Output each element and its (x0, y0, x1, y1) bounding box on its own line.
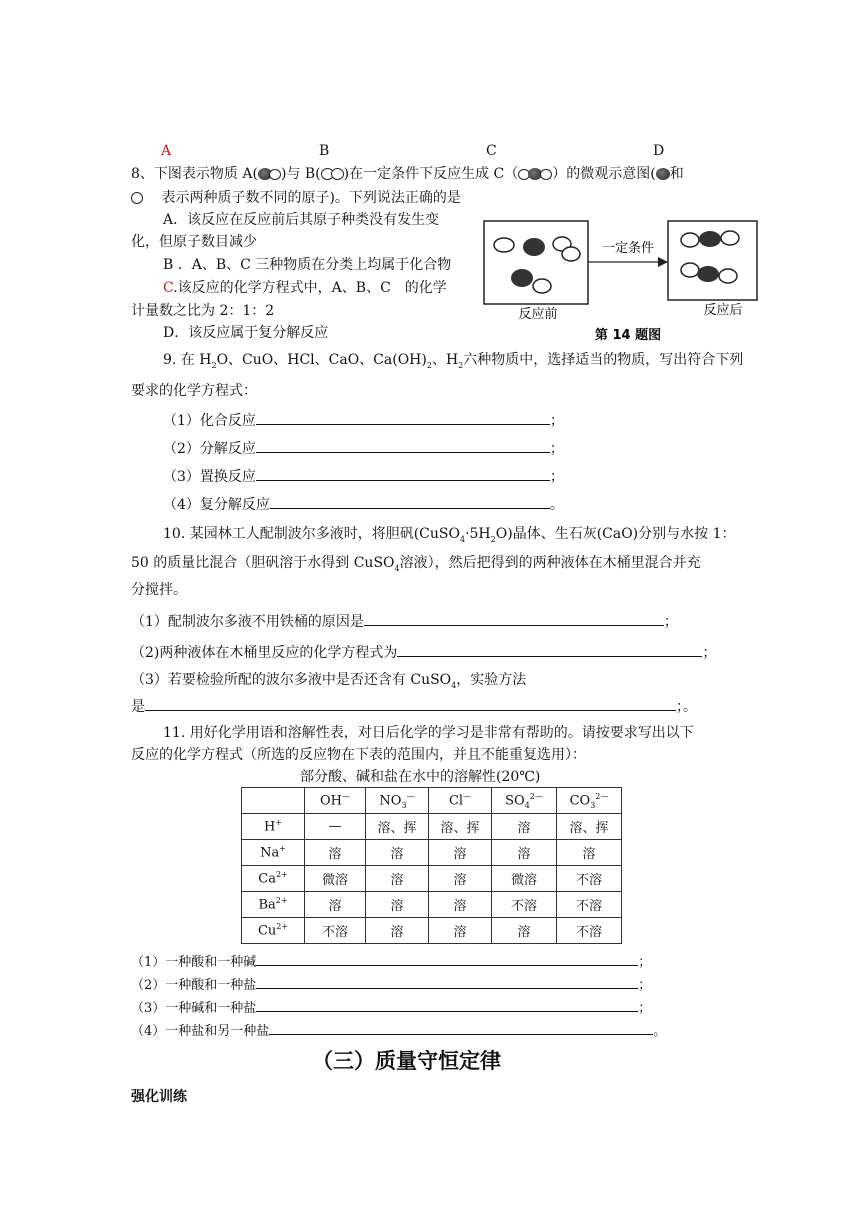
table-cell: 溶 (366, 866, 429, 892)
subsection-title: 强化训练 (131, 1089, 187, 1105)
row-header-cell: H+ (242, 814, 305, 840)
answer-blank[interactable] (270, 493, 550, 509)
header-cell: $NO_3^—$ (366, 788, 429, 814)
q8-option-a-line1: A．该反应在反应前后其原子种类没有发生变 (163, 212, 440, 228)
q11-stem-line2: 反应的化学方程式（所选的反应物在下表的范围内，并且不能重复选用）： (131, 747, 586, 763)
table-cell: 溶 (492, 814, 557, 840)
q8-stem-line1: 8、下图表示物质 A( )与 B( )在一定条件下反应生成 C（ ）的微观示意图( 和 (131, 166, 684, 182)
q8-option-c-line2: 计量数之比为 2：1：2 (131, 303, 275, 319)
answer-blank[interactable] (269, 1019, 653, 1035)
table-cell: 不溶 (557, 918, 622, 944)
row-header-cell: $Ba^{2+}$ (242, 892, 305, 918)
table-cell: 不溶 (492, 892, 557, 918)
table-cell: 不溶 (305, 918, 366, 944)
header-cell: OH— (305, 788, 366, 814)
molecule-a-icon (258, 166, 281, 182)
table-cell: 不溶 (557, 866, 622, 892)
table-cell: 溶 (492, 840, 557, 866)
table-cell: 溶、挥 (429, 814, 492, 840)
table-cell: — (305, 814, 366, 840)
q11-item-1: （1）一种酸和一种碱 ； (131, 950, 651, 974)
q10-item-2: （2)两种液体在木桶里反应的化学方程式为 ； (131, 641, 716, 664)
table-header-row (242, 788, 622, 814)
q8-option-b: B ．A、B、C 三种物质在分类上均属于化合物 (163, 257, 452, 273)
row-header-cell: Na+ (242, 840, 305, 866)
q9-item-3: （3）置换反应 ； (163, 465, 564, 488)
solubility-table (241, 787, 622, 944)
condition-label: 一定条件 (601, 241, 655, 256)
option-c-label: C (486, 143, 497, 159)
figure-caption: 第 14 题图 (594, 328, 662, 343)
answer-blank[interactable] (364, 610, 664, 626)
table-cell: 溶 (557, 840, 622, 866)
q11-item-3: （3）一种碱和一种盐 ； (131, 996, 651, 1020)
table-cell: 溶、挥 (557, 814, 622, 840)
molecule-c-icon (518, 166, 552, 182)
q11-item-2: （2）一种酸和一种盐 ； (131, 973, 651, 997)
answer-blank[interactable] (397, 641, 702, 657)
dark-atom (523, 238, 545, 256)
table-row (242, 840, 622, 866)
q9-item-1: （1）化合反应 ； (163, 409, 564, 432)
answer-blank[interactable] (256, 465, 550, 481)
section-title: （三）质量守恒定律 (312, 1049, 501, 1073)
table-cell: 溶 (305, 892, 366, 918)
header-cell: Cl— (429, 788, 492, 814)
q8-option-c-line1: C.该反应的化学方程式中，A、B、C 的化学 (163, 280, 447, 296)
table-cell: 微溶 (305, 866, 366, 892)
q10-stem-line2: 50 的质量比混合（胆矾溶于水得到 CuSO$_4$溶液），然后把得到的两种液体在木桶里混合并充 (131, 555, 701, 573)
q10-stem-line1: 10. 某园林工人配制波尔多液时，将胆矾$(CuSO_4\cdot 5H_2O)$晶体、生石灰(CaO)分别与水按 1： (163, 526, 736, 544)
q8-stem-line2: 表示两种质子数不同的原子)。下列说法正确的是 (131, 187, 461, 209)
table-cell: 溶 (429, 866, 492, 892)
q9-item-4: （4）复分解反应 。 (163, 493, 564, 516)
table-cell: 溶 (429, 918, 492, 944)
option-b-label: B (319, 143, 330, 159)
answer-blank[interactable] (145, 695, 676, 711)
answer-blank[interactable] (256, 973, 638, 989)
after-label: 反应后 (703, 303, 743, 318)
q11-item-4: （4）一种盐和另一种盐 。 (131, 1019, 666, 1043)
q11-stem-line1: 11. 用好化学用语和溶解性表，对日后化学的学习是非常有帮助的。请按要求写出以下 (163, 725, 694, 741)
q10-item-1: （1）配制波尔多液不用铁桶的原因是 ； (131, 610, 678, 633)
table-row (242, 918, 622, 944)
table-cell: 溶 (492, 918, 557, 944)
table-cell: 溶 (305, 840, 366, 866)
row-header-cell: $Ca^{2+}$ (242, 866, 305, 892)
q8-option-a-line2: 化，但原子数目减少 (131, 234, 257, 250)
reaction-diagram (478, 214, 758, 344)
q9-stem-line2: 要求的化学方程式： (131, 383, 257, 399)
table-cell: 溶 (366, 840, 429, 866)
table-cell: 溶 (429, 840, 492, 866)
answer-blank[interactable] (256, 409, 550, 425)
q10-item-3: （3）若要检验所配的波尔多液中是否还含有 CuSO$_4$，实验方法 (131, 672, 527, 690)
q9-item-2: （2）分解反应 ； (163, 437, 564, 460)
table-row (242, 814, 622, 840)
table-cell: 溶 (366, 918, 429, 944)
table-cell: 溶 (366, 892, 429, 918)
answer-blank[interactable] (256, 950, 638, 966)
q10-item-3-line2: 是 ；。 (131, 695, 697, 718)
table-cell: 溶 (429, 892, 492, 918)
table-title: 部分酸、碱和盐在水中的溶解性(20℃) (300, 769, 541, 785)
before-label: 反应前 (518, 307, 558, 322)
q8-option-d: D．该反应属于复分解反应 (163, 325, 329, 341)
answer-blank[interactable] (256, 437, 550, 453)
table-row (242, 892, 622, 918)
table-cell: 溶、挥 (366, 814, 429, 840)
header-cell: $CO_3^{2—}$ (557, 788, 622, 814)
molecule-b-icon (321, 166, 344, 182)
table-row (242, 866, 622, 892)
header-cell: $SO_4^{2—}$ (492, 788, 557, 814)
table-cell: 微溶 (492, 866, 557, 892)
q10-stem-line3: 分搅拌。 (131, 582, 187, 598)
table-cell: 不溶 (557, 892, 622, 918)
row-header-cell: $Cu^{2+}$ (242, 918, 305, 944)
dark-atom-icon (656, 168, 670, 180)
option-d-label: D (653, 143, 665, 159)
answer-blank[interactable] (256, 996, 638, 1012)
light-atom-icon (131, 192, 143, 204)
q9-stem-line1: 9. 在 $H_2O$、CuO、HCl、CaO、$Ca(OH)_2$、$H_2$六种物质中，选择适当的物质，写出符合下列 (163, 352, 744, 370)
option-a-label: A (161, 143, 172, 159)
